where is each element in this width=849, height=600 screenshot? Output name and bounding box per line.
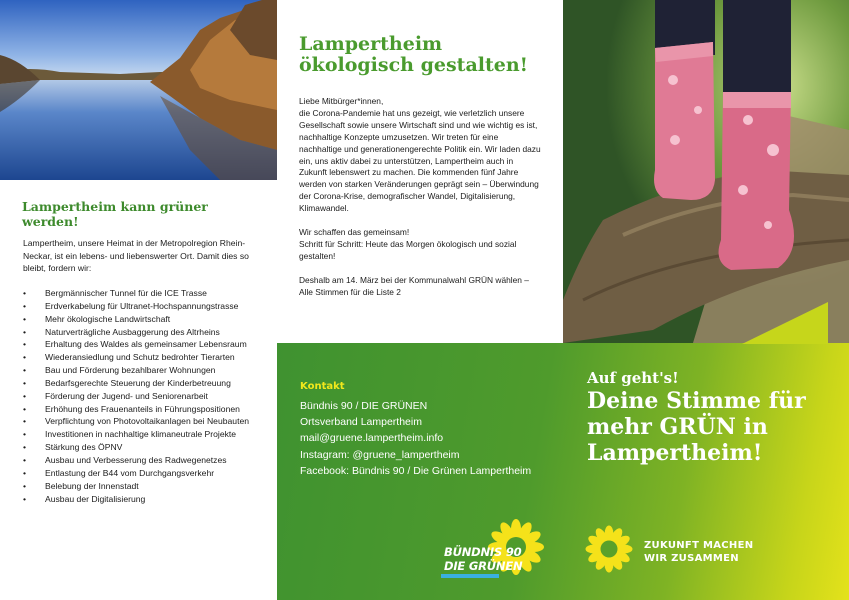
green-tab-decoration	[742, 302, 828, 344]
rubber-boots-image	[563, 0, 849, 343]
slogan-line: ZUKUNFT MACHEN	[644, 540, 754, 551]
contact-list	[300, 398, 560, 479]
list-item: • Verpflichtung von Photovoltaikanlagen bei Neubauten	[23, 415, 273, 428]
list-item: • Mehr ökologische Landwirtschaft	[23, 313, 273, 326]
letter-step: Schritt für Schritt: Heute das Morgen ökologisch und sozial gestalten!	[299, 238, 517, 261]
list-item: • Ausbau und Verbesserung des Radwegenetzes	[23, 454, 273, 467]
contact-email: mail@gruene.lampertheim.info	[300, 432, 444, 445]
list-item: • Bau und Förderung bezahlbarer Wohnungen	[23, 364, 273, 377]
contact-instagram: Instagram: @gruene_lampertheim	[300, 448, 460, 461]
title-line: Lampertheim	[299, 33, 443, 55]
cta-headline	[587, 388, 837, 466]
panel2-title	[299, 34, 549, 76]
logo-line: DIE GRÜNEN	[444, 559, 523, 573]
list-item: • Stärkung des ÖPNV	[23, 441, 273, 454]
letter-vote: Deshalb am 14. März bei der Kommunalwahl GRÜN wählen – Alle Stimmen für die Liste 2	[299, 274, 529, 297]
letter-body: die Corona-Pandemie hat uns gezeigt, wie verletzlich unsere Gesellschaft sowie unsere Wirtschaft sind und wie wichtig es ist, nachhaltige Konzepte umzusetzen. Wir treten für eine nachhaltige und generationengerechte Politik ein. Wir laden dazu ein, uns aktiv dabei zu unterstützen, Lampertheim auch in Zukunft lebenswert zu machen. Die kommenden fünf Jahre werden von starken Veränderungen geprägt sein – Überwindung der Corona-Krise, demografischer Wandel, Digitalisierung, Klimawandel.	[299, 107, 541, 214]
contact-chapter: Ortsverband Lampertheim	[300, 416, 422, 429]
list-item: • Erhaltung des Waldes als gemeinsamer Lebensraum	[23, 338, 273, 351]
cta-kicker: Auf geht's!	[587, 369, 679, 387]
list-item: • Naturverträgliche Ausbaggerung des Altrheins	[23, 326, 273, 339]
contact-facebook: Facebook: Bündnis 90 / Die Grünen Lampertheim	[300, 464, 532, 477]
cta-line: Lampertheim!	[587, 440, 763, 466]
river-photo	[0, 0, 277, 180]
river-landscape-image	[0, 0, 277, 180]
sun-logo	[585, 525, 633, 573]
letter-greeting: Liebe Mitbürger*innen,	[299, 96, 384, 106]
slogan-line: WIR ZUSAMMEN	[644, 553, 739, 564]
list-item: • Investitionen in nachhaltige klimaneutrale Projekte	[23, 428, 273, 441]
list-item: • Erdverkabelung für Ultranet-Hochspannungstrasse	[23, 300, 273, 313]
letter-together: Wir schaffen das gemeinsam!	[299, 227, 410, 238]
logo-underline	[441, 574, 499, 578]
panel1-heading: Lampertheim kann grüner werden!	[22, 199, 208, 229]
logo-line: BÜNDNIS 90	[444, 545, 522, 559]
demands-list	[23, 287, 273, 505]
contact-heading: Kontakt	[300, 381, 345, 392]
list-item: • Bedarfsgerechte Steuerung der Kinderbetreuung	[23, 377, 273, 390]
list-item: • Bergmännischer Tunnel für die ICE Trasse	[23, 287, 273, 300]
list-item: • Erhöhung des Frauenanteils in Führungspositionen	[23, 403, 273, 416]
list-item: • Entlastung der B44 vom Durchgangsverkehr	[23, 467, 273, 480]
sunflower-icon	[585, 525, 633, 573]
cta-line: mehr GRÜN in	[587, 414, 768, 440]
list-item: • Wiederansiedlung und Schutz bedrohter Tierarten	[23, 351, 273, 364]
panel2-letter	[299, 96, 542, 311]
list-item: • Förderung der Jugend- und Seniorenarbeit	[23, 390, 273, 403]
cta-line: Deine Stimme für	[587, 388, 806, 414]
boots-photo	[563, 0, 849, 343]
list-item: • Ausbau der Digitalisierung	[23, 493, 273, 506]
title-line: ökologisch gestalten!	[299, 54, 528, 76]
list-item: • Belebung der Innenstadt	[23, 480, 273, 493]
panel1-intro: Lampertheim, unsere Heimat in der Metropolregion Rhein-Neckar, ist ein lebens- und liebenswerter Ort. Damit dies so bleibt, fordern wir:	[23, 238, 249, 274]
contact-party: Bündnis 90 / DIE GRÜNEN	[300, 400, 428, 412]
